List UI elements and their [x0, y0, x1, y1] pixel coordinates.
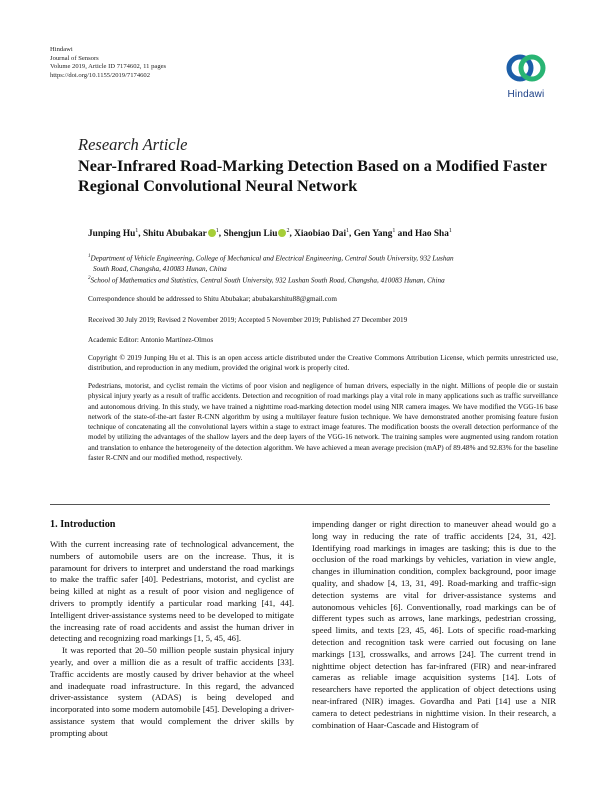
journal-meta — [50, 46, 166, 81]
academic-editor: Academic Editor: Antonio Martínez-Olmos — [88, 336, 214, 344]
affiliations — [88, 252, 558, 285]
article-type: Research Article — [78, 135, 188, 154]
orcid-icon[interactable] — [208, 229, 216, 237]
paragraph: With the current increasing rate of technological advancement, the numbers of automobile users are on the increase. Thus, it is paramount for drivers to interpret and understand the road markings to make the traffic safer [40]. Pedestrians, motorist, and cyclist are being killed at night as a result of poor vision and negligence of drivers to promptly identify a particular road marking [41, 44]. Intelligent driver-assistance systems need to be developed to mitigate the increasing rate of road accidents and assist the human driver in detecting and recognizing road markings [1, 5, 45, 46]. — [50, 539, 294, 644]
author-name[interactable]: Shitu Abubakar — [142, 229, 207, 240]
affiliation-2: $^2$School of Mathematics and Statistics, Central South University, 932 Lushan South Road, Changsha, 410083 Hunan, China — [88, 275, 445, 285]
section-divider — [50, 504, 550, 505]
logo-wordmark: Hindawi — [507, 89, 545, 100]
paragraph: impending danger or right direction to maneuver ahead would go a long way in reducing the rate of traffic accidents [24, 31, 42]. Identifying road markings in images are tasking; this is due to the occlusion of the road markings by vehicles, variation in view angle, changes in illumination condition, complex background, poor image quality, and shadow [4, 13, 31, 49]. Road-marking and traffic-sign detection systems are vital for driver-assistance systems and autonomous vehicles [6]. Conventionally, road markings can be of different types such as arrows, lane markings, pedestrian crossing, speed limits, and texts [23, 45, 46]. Lots of specific road-marking detection and recognition task were carried out focusing on lane markings [13], crosswalks, and arrows [24]. The current trend in nighttime object detection has far-infrared (FIR) and near-infrared cameras as reliable image acquisition systems [14]. Lots of researchers have reported the application of object detections using near-infrared (NIR) images. Govardha and Pati [14] use a NIR camera to detect pedestrians in nighttime vision. In their research, a combination of Haar-Cascade and Histogram of — [312, 519, 556, 730]
author-list — [88, 228, 558, 239]
body-column-right — [312, 519, 556, 731]
doi-link[interactable]: https://doi.org/10.1155/2019/7174602 — [50, 72, 151, 80]
hindawi-logo — [497, 50, 555, 106]
author-separator: , — [218, 229, 224, 240]
paragraph: It was reported that 20–50 million people sustain physical injury yearly, and over a million die as a result of traffic accidents [33]. Traffic accidents are mostly caused by driver behavior at the wheel and inadequate road infrastructure. In this regard, the advanced driver-assistance system (ADAS) is being developed and incorporated into some modern automobile [45]. Developing a driver-assistance system that would complement the driver skills by prompting about — [50, 645, 294, 738]
correspondence: Correspondence should be addressed to Shitu Abubakar; abubakarshitu88@gmail.com — [88, 295, 337, 303]
author-name[interactable]: Junping Hu — [88, 229, 136, 240]
affiliation-1-cont: South Road, Changsha, 410083 Hunan, China — [93, 264, 227, 273]
author-affiliation-sup: 1 — [135, 228, 139, 234]
author-separator: , — [349, 229, 354, 240]
hindawi-rings-icon — [505, 50, 547, 86]
author-separator: , — [138, 229, 143, 240]
author-separator: , — [289, 229, 295, 240]
author-affiliation-sup: 1 — [392, 228, 396, 234]
author-affiliation-sup: 1 — [215, 228, 219, 234]
author-name[interactable]: Xiaobiao Dai — [294, 229, 347, 240]
author-name[interactable]: Shengjun Liu — [223, 229, 278, 240]
publication-dates: Received 30 July 2019; Revised 2 November 2019; Accepted 5 November 2019; Published 27 December 2019 — [88, 316, 408, 324]
author-affiliation-sup: 1 — [448, 228, 452, 234]
affiliation-1: $^1$Department of Vehicle Engineering, College of Mechanical and Electrical Engineering, Central South University, 932 Lushan — [88, 254, 454, 263]
body-column-left — [50, 519, 294, 740]
copyright-notice: Copyright © 2019 Junping Hu et al. This is an open access article distributed under the Creative Commons Attribution License, which permits unrestricted use, distribution, and reproduction in any medium, provided the original work is properly cited. — [88, 354, 558, 373]
paper-title: Near-Infrared Road-Marking Detection Based on a Modified Faster Regional Convolutional Neural Network — [78, 157, 547, 195]
author-name[interactable]: Gen Yang — [353, 229, 393, 240]
author-affiliation-sup: 1 — [346, 228, 350, 234]
journal-name: Journal of Sensors — [50, 54, 99, 62]
abstract: Pedestrians, motorist, and cyclist remain the victims of poor vision and negligence of human drivers, especially in the night. Millions of people die or sustain physical injury yearly as a result of traffic accidents. Detection and recognition of road markings play a vital role in many applications such as traffic surveillance and autonomous driving. In this study, we have trained a nighttime road-marking detection model using NIR camera images. We have modified the VGG-16 base network of the state-of-the-art faster R-CNN algorithm by using a multilayer feature fusion technique. We have demonstrated another promising feature fusion technique of concatenating all the convolutional layers within a stage to extract image features. The modification boosts the overall detection performance of the model by utilizing the advantages of the shallow layers and the deep layers of the VGG-16 network. The training samples were augmented using random rotation and translation to enhance the heterogeneity of the detection algorithm. We have achieved a mean average precision (mAP) of 89.48% and 92.83% for the baseline faster R-CNN and our modified method, respectively. — [88, 382, 558, 463]
author-affiliation-sup: 2 — [286, 228, 290, 234]
author-separator: and — [395, 229, 415, 240]
section-heading: 1. Introduction — [50, 519, 116, 530]
volume-info: Volume 2019, Article ID 7174602, 11 pages — [50, 63, 167, 71]
author-name[interactable]: Hao Sha — [415, 229, 449, 240]
publisher-name: Hindawi — [50, 46, 73, 53]
